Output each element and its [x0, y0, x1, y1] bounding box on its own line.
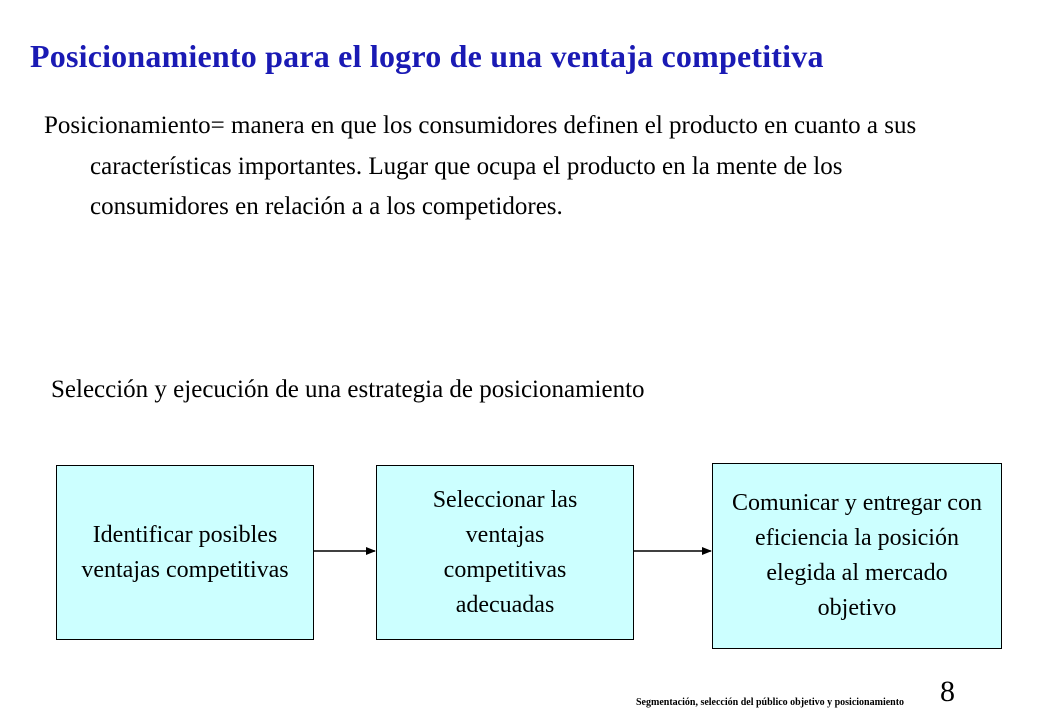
step-box-select: [376, 465, 634, 640]
step-box-identify: [56, 465, 314, 640]
step-box-communicate: [712, 463, 1002, 649]
step-box-label: Comunicar y entregar con eficiencia la posición elegida al mercado objetivo: [732, 490, 982, 621]
step-box-label: Identificar posibles ventajas competitivas: [81, 521, 289, 583]
strategy-subtitle: Selección y ejecución de una estrategia de posicionamiento: [51, 376, 645, 403]
slide-title: Posicionamiento para el logro de una ventaja competitiva: [30, 38, 824, 74]
slide-footer: Segmentación, selección del público objetivo y posicionamiento: [636, 697, 905, 708]
page-number: 8: [940, 675, 955, 708]
positioning-definition: Posicionamiento= manera en que los consumidores definen el producto en cuanto a sus características importantes. Lugar que ocupa el producto en la mente de los consumidores en relación a a los competidores.: [44, 112, 917, 220]
step-box-label: Seleccionar las ventajas competitivas adecuadas: [432, 486, 578, 618]
